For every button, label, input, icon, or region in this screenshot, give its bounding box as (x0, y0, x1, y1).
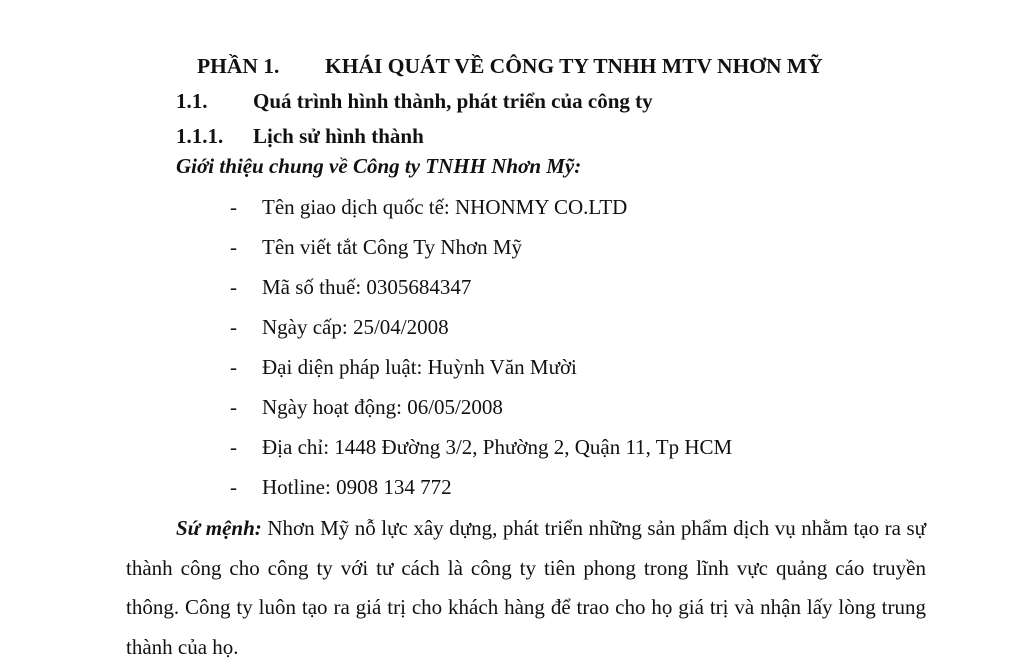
subsection-number: 1.1.1. (176, 124, 224, 148)
part-title: KHÁI QUÁT VỀ CÔNG TY TNHH MTV NHƠN MỸ (325, 54, 823, 78)
mission-label: Sứ mệnh: (176, 516, 262, 540)
part-heading (197, 54, 823, 79)
section-heading (176, 89, 653, 114)
detail-address: Địa chỉ: 1448 Đường 3/2, Phường 2, Quận 11, Tp HCM (262, 435, 733, 459)
list-item (230, 313, 732, 353)
company-details-list (230, 193, 732, 513)
section-title: Quá trình hình thành, phát triển của công ty (253, 89, 653, 113)
detail-trade-name: Tên giao dịch quốc tế: NHONMY CO.LTD (262, 195, 628, 219)
detail-operation-date: Ngày hoạt động: 06/05/2008 (262, 395, 503, 419)
bullet-dash: - (230, 355, 237, 379)
list-item (230, 273, 732, 313)
bullet-dash: - (230, 435, 237, 459)
detail-hotline: Hotline: 0908 134 772 (262, 475, 452, 499)
list-item (230, 393, 732, 433)
bullet-dash: - (230, 275, 237, 299)
mission-text: Nhơn Mỹ nỗ lực xây dựng, phát triển những sản phẩm dịch vụ nhằm tạo ra sự thành công cho công ty với tư cách là công ty tiên phong trong lĩnh vực quảng cáo truyền thông. Công ty luôn tạo ra giá trị cho khách hàng để trao cho họ giá trị và nhận lấy lòng trung thành của họ. (126, 516, 926, 659)
subsection-title: Lịch sử hình thành (253, 124, 424, 148)
bullet-dash: - (230, 195, 237, 219)
list-item (230, 473, 732, 513)
intro-heading: Giới thiệu chung về Công ty TNHH Nhơn Mỹ: (176, 154, 582, 178)
list-item (230, 433, 732, 473)
list-item (230, 233, 732, 273)
subsection-heading (176, 124, 424, 149)
detail-legal-representative: Đại diện pháp luật: Huỳnh Văn Mười (262, 355, 577, 379)
detail-short-name: Tên viết tắt Công Ty Nhơn Mỹ (262, 235, 523, 259)
part-number: PHẦN 1. (197, 54, 280, 78)
section-number: 1.1. (176, 89, 208, 113)
list-item (230, 193, 732, 233)
detail-tax-code: Mã số thuế: 0305684347 (262, 275, 472, 299)
bullet-dash: - (230, 395, 237, 419)
list-item (230, 353, 732, 393)
detail-issue-date: Ngày cấp: 25/04/2008 (262, 315, 449, 339)
bullet-dash: - (230, 315, 237, 339)
bullet-dash: - (230, 475, 237, 499)
mission-paragraph (126, 509, 926, 665)
bullet-dash: - (230, 235, 237, 259)
